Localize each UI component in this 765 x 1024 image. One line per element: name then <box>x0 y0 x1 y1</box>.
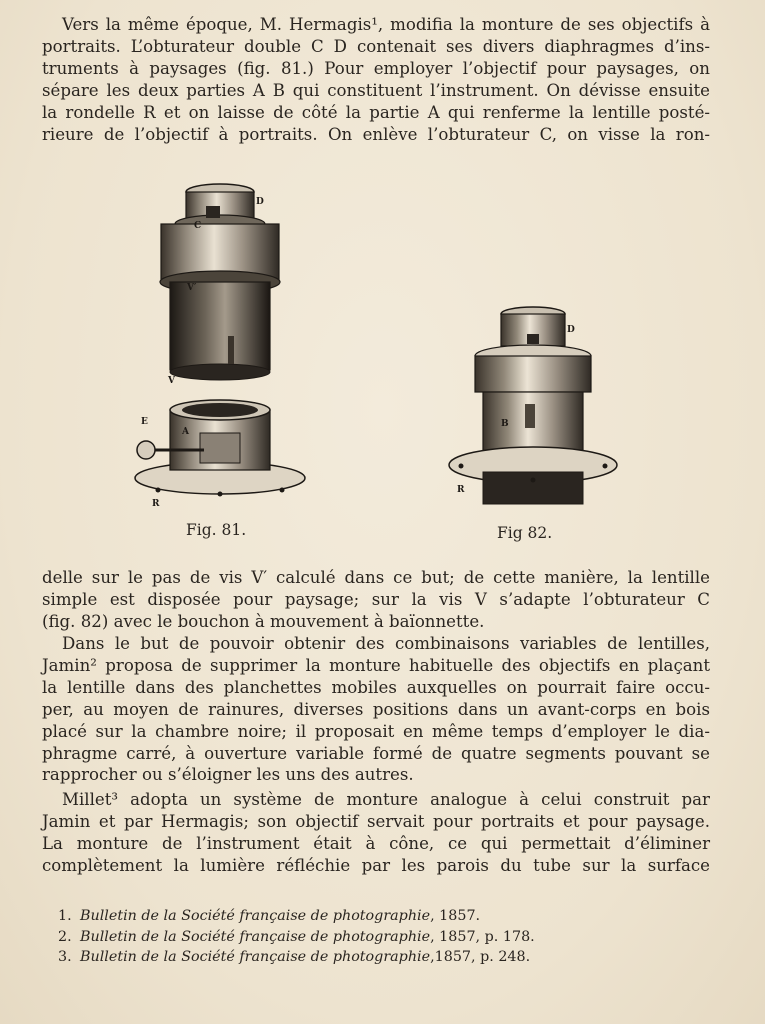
text-line: rieure de l’objectif à portraits. On enlève l’obturateur C, on visse la ron- <box>42 124 710 144</box>
text-line: simple est disposée pour paysage; sur la vis V s’adapte l’obturateur C <box>42 589 710 609</box>
label-r: R <box>457 485 465 495</box>
label-a: A <box>182 427 189 437</box>
paragraph-hermagis <box>42 14 710 145</box>
footnote-1: 1. Bulletin de la Société française de photographie, 1857. <box>58 908 481 924</box>
text-line: delle sur le pas de vis V′ calculé dans ce but; de cette manière, la lentille <box>42 568 710 587</box>
figure-81-lens-illustration <box>128 178 308 508</box>
paragraph-millet <box>42 789 710 877</box>
footnote-3: 3. Bulletin de la Société française de photographie,1857, p. 248. <box>58 949 531 965</box>
text-line: sépare les deux parties A B qui constituent l’instrument. On dévisse ensuite <box>42 80 710 100</box>
footnote-2: 2. Bulletin de la Société française de photographie, 1857, p. 178. <box>58 928 535 945</box>
text-line: La monture de l’instrument était à cône, ce qui permettait d’éliminer <box>42 833 710 853</box>
text-line: truments à paysages (fig. 81.) Pour employer l’objectif pour paysages, on <box>42 58 710 78</box>
footnote-source: Bulletin de la Société française de photographie <box>80 949 431 965</box>
paragraph-jamin <box>42 633 710 786</box>
label-v: V <box>168 376 175 386</box>
text-line: phragme carré, à ouverture variable formé de quatre segments pouvant se <box>42 743 710 763</box>
footnotes <box>58 906 678 968</box>
text-line: Vers la même époque, M. Hermagis¹, modifia la monture de ses objectifs à <box>62 15 710 34</box>
text-line: placé sur la chambre noire; il proposait en même temps d’employer le dia- <box>42 721 710 741</box>
text-line: Jamin et par Hermagis; son objectif servait pour portraits et pour paysage. <box>42 811 710 831</box>
text-line: complètement la lumière réfléchie par les parois du tube sur la surface <box>42 855 710 875</box>
text-line: Millet³ adopta un système de monture analogue à celui construit par <box>62 790 710 809</box>
footnote-source: Bulletin de la Société française de photographie <box>80 928 431 945</box>
paragraph-continuation <box>42 567 710 633</box>
text-line: Jamin² proposa de supprimer la monture habituelle des objectifs en plaçant <box>42 655 710 675</box>
figure-82-caption: Fig 82. <box>497 524 553 542</box>
label-v-prime: V′ <box>187 283 197 293</box>
label-d: D <box>567 325 575 335</box>
text-line: rapprocher ou s’éloigner les uns des autres. <box>42 765 414 785</box>
text-line: la rondelle R et on laisse de côté la partie A qui renferme la lentille posté- <box>42 102 710 122</box>
label-r: R <box>152 499 160 508</box>
text-line: portraits. L’obturateur double C D contenait ses divers diaphragmes d’ins- <box>42 36 710 56</box>
label-c: C <box>194 221 202 231</box>
footnote-source: Bulletin de la Société française de photographie <box>80 908 431 924</box>
figure-81-caption: Fig. 81. <box>186 521 247 539</box>
label-e: E <box>141 417 148 427</box>
figure-82-lens-illustration <box>445 300 620 515</box>
text-line: (fig. 82) avec le bouchon à mouvement à baïonnette. <box>42 611 485 631</box>
text-line: la lentille dans des planchettes mobiles auxquelles on pourrait faire occu- <box>42 677 710 697</box>
text-line: per, au moyen de rainures, diverses positions dans un avant-corps en bois <box>42 699 710 719</box>
label-d: D <box>256 197 264 207</box>
label-b: B <box>501 419 509 429</box>
text-line: Dans le but de pouvoir obtenir des combinaisons variables de lentilles, <box>62 634 710 653</box>
